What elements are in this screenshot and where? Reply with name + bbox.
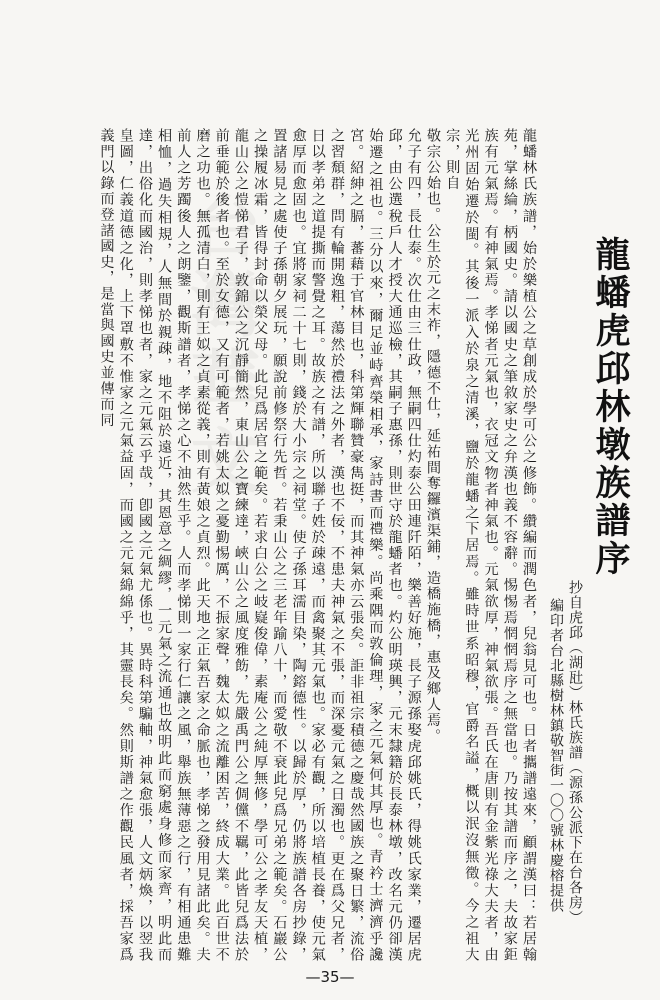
paragraph: 允子有四，長仕泰。次仕由三仕政，無嗣四仕灼泰公田連阡陌，樂善好施，長子源孫娶虎邱姚氏，得姚氏家業，遷居虎邱，由公選稅戶人才授大通巡檢，其嗣子惠孫，則世守於龍蟠者也。灼公明瑛興，元末隸籍於長泰林墩，改名元仍卻漢始遷之祖也。三分以來，爾足並峙齊榮相承，家詩書而禮樂。尚乘隅而敦倫理，家之元氣何其厚也。青衿士濟濟乎讒宮。紹紳之膈，蕃藉于官林目也，科第輝聯贊豪雋挺，而其神氣亦云張矣。詎非祖宗積德之慶哉然國族之聚日繁，流俗之習頹群，問有輪開逸粗，蕩然於禮法之外者，漢也不佞，不患夫神氣之不張，而深憂元氣之日濁也。更在爲父兄者，日以孝弟之道提撕而警覺之耳。故族之有譜，所以聯子姓於疎遠，而禽聚其元氣也。家必有觀，所以培植長養，使元氣愈厚而愈固也。宜將家祠二十七則，錢於大小宗之祠堂。使子孫耳濡目染，陶鎔德性。以歸於厚，仍將族譜各房抄錄，置諸易見之處使子孫朝夕展玩，願說前修祭行先哲。若秉山公之三老年踰八十，而愛敬不衰此兒爲兄弟之範矣。石巖公之操履冰霜，皆得封命以榮父母。此兒爲居官之範矣。若求白公之岐嶷俊偉，素庵公之純厚無修，學可公之孝友天植，龍山公之愷悌君子，敦錦公之沉靜簡然，東山公之寶練達，峽山公之風度雅飭，先嚴禹門公之倜儻不羈，此皆兒爲法於前垂範於後者也。至於女德，又有可範者，若姚太姒之憂勤惕厲，不振家聲，魏太姒之流離困苦，終成大業。此百世不磨之功也。無孤清白，則有王姒之貞素從義，則有黃娘之貞烈。此天地之正氣吾家之命脈也，孝悌之發用見諸此矣。夫前人之芳躅後人之朗鑒，觀斯譜者，孝悌之心不油然生乎。人而孝悌則一家行仁讓之風，舉族無薄惡之行，有相通患難相恤，過失相規，人無間於親疎，地不阻於遠近，其恩意之綢繆，一元氣之流通也故明此而窮處身修而家齊，明此而達，出俗化而國治，則孝悌也者，家之元氣云乎哉，卽國之元氣尤係也。異時科第騙軸，神氣愈張，人文炳煥，以翌我皇圖，仁義道德之化，上下罩敷不惟家之元氣益固，而國之元氣綿綿乎，其靈長矣。然則斯譜之作觀民風者，採吾家爲義門以錄而登諸國史，是當與國史並傳而同	[98, 128, 422, 963]
body-text	[78, 128, 538, 963]
editor-line: 編印者台北縣樹林鎮敬智街一〇〇號林慶榕提供	[548, 598, 564, 913]
paragraph: 敬宗公始也。公生於元之末祚，隱德不仕，延祐間奪鑼濱渠鋪，造橋施橋，惠及鄉人焉。	[424, 128, 441, 745]
page-number: —35—	[305, 968, 355, 986]
document-title: 龍蟠虎邱林墩族譜序	[590, 236, 630, 578]
source-line: 抄自虎邱（湖瓧）林氏族譜（源孫公派下在台各房）	[567, 580, 583, 925]
paragraph: 龍蟠林氏族譜，始於樂植公之草創成於學可公之修飾。纘編而潤色者，兒翁見可也。日者攜譜遠來，顧謂漢曰：若居翰苑，掌絲綸，柄國史。請以國史之筆敘家史之弁漢也義不容辭。惕惕焉惘惘焉序之無當也。乃按其譜而序之，夫故家鉅族有元氣焉。有神氣焉。孝悌者元氣也，衣冠文物者神氣也。元氣欲厚，神氣欲張。吾氏在唐則有金紫光祿大夫者，由光州固始遷於閩。其後一派入於泉之清溪，鹽於龍蟠之下居焉。雖時世系昭穆，官爵名謚，概以泯沒無徵。今之祖大宗，則自	[444, 128, 537, 963]
